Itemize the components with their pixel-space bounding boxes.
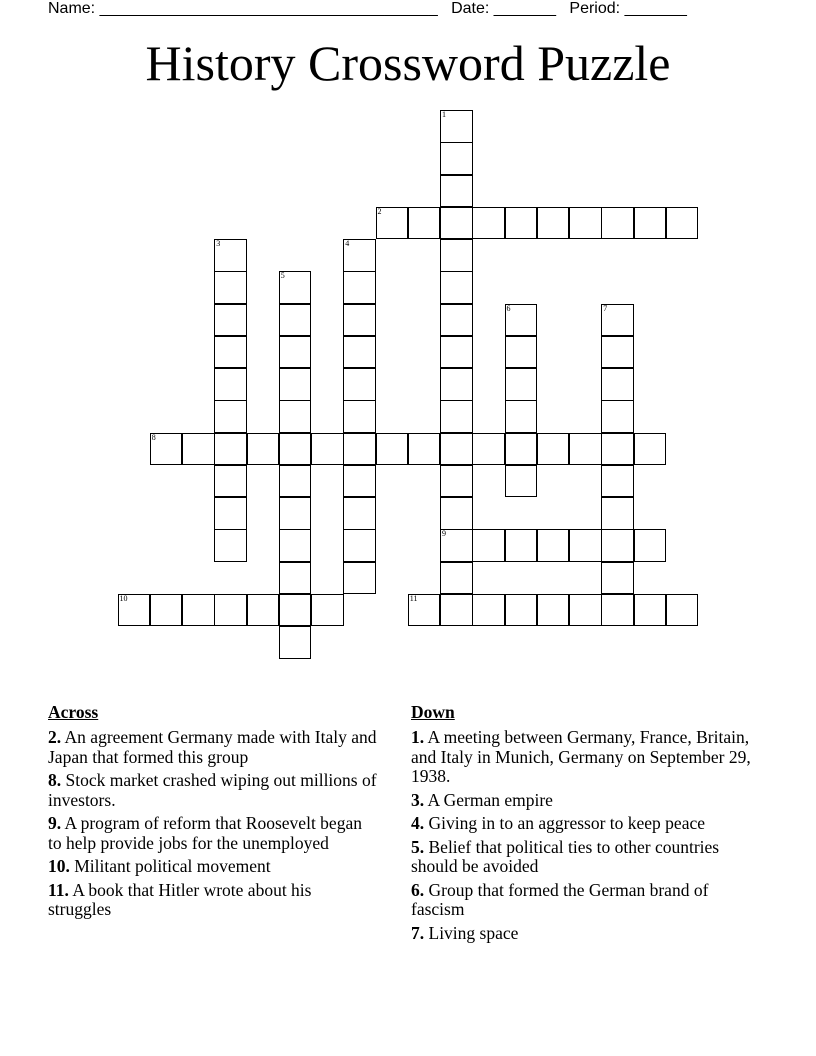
- crossword-cell[interactable]: [505, 304, 538, 337]
- crossword-cell[interactable]: [601, 400, 634, 433]
- crossword-cell[interactable]: [214, 529, 247, 562]
- across-clue: 2. An agreement Germany made with Italy and Japan that formed this group: [48, 727, 377, 767]
- clue-number: 4: [345, 239, 350, 248]
- crossword-cell[interactable]: [343, 497, 376, 530]
- crossword-cell[interactable]: [440, 336, 473, 369]
- clue-number: 10: [119, 593, 128, 603]
- crossword-cell[interactable]: [601, 594, 634, 627]
- down-clue: 4. Giving in to an aggressor to keep peace: [411, 813, 706, 833]
- crossword-cell[interactable]: [440, 304, 473, 337]
- crossword-cell[interactable]: [214, 594, 247, 627]
- crossword-cell[interactable]: [247, 433, 280, 466]
- crossword-cell[interactable]: [214, 239, 247, 272]
- crossword-cell[interactable]: [408, 207, 441, 240]
- clue-number: 7: [603, 303, 608, 313]
- crossword-cell[interactable]: [279, 594, 312, 627]
- crossword-cell[interactable]: [343, 400, 376, 433]
- crossword-cell[interactable]: [440, 400, 473, 433]
- crossword-cell[interactable]: [505, 433, 538, 466]
- down-clues: [411, 702, 766, 947]
- crossword-cell[interactable]: [343, 433, 376, 466]
- crossword-cell[interactable]: [247, 594, 280, 627]
- crossword-cell[interactable]: [279, 626, 312, 659]
- across-clue: 8. Stock market crashed wiping out millions of investors.: [48, 770, 377, 810]
- down-clue: 3. A German empire: [411, 789, 553, 810]
- crossword-cell[interactable]: [279, 433, 312, 466]
- crossword-cell[interactable]: [118, 594, 151, 627]
- crossword-cell[interactable]: [311, 594, 344, 627]
- crossword-cell[interactable]: [537, 207, 570, 240]
- crossword-cell[interactable]: [279, 562, 312, 595]
- crossword-cell[interactable]: [569, 594, 602, 627]
- crossword-cell[interactable]: [440, 368, 473, 401]
- crossword-cell[interactable]: [440, 465, 473, 498]
- crossword-cell[interactable]: [311, 433, 344, 466]
- clue-number: 6: [506, 303, 511, 313]
- crossword-cell[interactable]: [505, 594, 538, 627]
- crossword-cell[interactable]: [440, 497, 473, 530]
- across-clue: 10. Militant political movement: [48, 856, 271, 876]
- crossword-cell[interactable]: [214, 304, 247, 337]
- crossword-cell[interactable]: [214, 497, 247, 530]
- crossword-cell[interactable]: [440, 594, 473, 627]
- crossword-cell[interactable]: [634, 207, 667, 240]
- crossword-cell[interactable]: [601, 433, 634, 466]
- crossword-cell[interactable]: [601, 529, 634, 562]
- crossword-cell[interactable]: [537, 594, 570, 627]
- crossword-cell[interactable]: [472, 207, 505, 240]
- crossword-cell[interactable]: [343, 239, 376, 272]
- crossword-cell[interactable]: [214, 336, 247, 369]
- crossword-cell[interactable]: [601, 368, 634, 401]
- crossword-cell[interactable]: [343, 368, 376, 401]
- clue-number: 11: [409, 593, 418, 603]
- crossword-cell[interactable]: [601, 497, 634, 530]
- crossword-cell[interactable]: [601, 336, 634, 369]
- down-clue: 5. Belief that political ties to other countries should be avoided: [411, 836, 720, 876]
- crossword-cell[interactable]: [472, 433, 505, 466]
- crossword-cell[interactable]: [505, 465, 538, 498]
- down-clue: 1. A meeting between Germany, France, Britain, and Italy in Munich, Germany on September 29, 1938.: [411, 727, 751, 786]
- crossword-cell[interactable]: [343, 271, 376, 304]
- crossword-cell[interactable]: [537, 529, 570, 562]
- crossword-cell[interactable]: [343, 336, 376, 369]
- page-title: History Crossword Puzzle: [145, 35, 671, 91]
- crossword-cell[interactable]: [440, 142, 473, 175]
- crossword-cell[interactable]: [279, 271, 312, 304]
- crossword-cell[interactable]: [601, 562, 634, 595]
- crossword-cell[interactable]: [634, 594, 667, 627]
- crossword-cell[interactable]: [440, 110, 473, 143]
- crossword-cell[interactable]: [279, 304, 312, 337]
- crossword-cell[interactable]: [440, 271, 473, 304]
- crossword-cell[interactable]: [376, 207, 409, 240]
- crossword-cell[interactable]: [214, 271, 247, 304]
- crossword-cell[interactable]: [634, 433, 667, 466]
- crossword-cell[interactable]: [279, 368, 312, 401]
- crossword-cell[interactable]: [214, 400, 247, 433]
- crossword-cell[interactable]: [440, 239, 473, 272]
- crossword-cell[interactable]: [279, 529, 312, 562]
- crossword-cell[interactable]: [214, 433, 247, 466]
- down-clue: 6. Group that formed the German brand of fascism: [411, 879, 709, 919]
- crossword-cell[interactable]: [537, 433, 570, 466]
- period-field[interactable]: _______: [624, 0, 687, 17]
- crossword-cell[interactable]: [505, 400, 538, 433]
- crossword-cell[interactable]: [376, 433, 409, 466]
- crossword-cell[interactable]: [214, 368, 247, 401]
- crossword-cell[interactable]: [440, 433, 473, 466]
- crossword-cell[interactable]: [666, 207, 699, 240]
- clue-number: 1: [442, 110, 446, 119]
- date-field[interactable]: _______: [493, 0, 557, 17]
- crossword-cell[interactable]: [569, 207, 602, 240]
- crossword-cell[interactable]: [150, 433, 183, 466]
- across-heading: Across: [48, 702, 99, 722]
- crossword-cell[interactable]: [343, 562, 376, 595]
- crossword-cell[interactable]: [408, 594, 441, 627]
- crossword-cell[interactable]: [601, 465, 634, 498]
- crossword-cell[interactable]: [440, 529, 473, 562]
- crossword-cell[interactable]: [569, 529, 602, 562]
- crossword-cell[interactable]: [182, 433, 215, 466]
- crossword-cell[interactable]: [279, 336, 312, 369]
- clue-number: 8: [151, 432, 156, 442]
- crossword-cell[interactable]: [505, 207, 538, 240]
- crossword-cell[interactable]: [601, 207, 634, 240]
- crossword-cell[interactable]: [279, 400, 312, 433]
- crossword-cell[interactable]: [505, 529, 538, 562]
- crossword-cell[interactable]: [214, 465, 247, 498]
- clue-number: 3: [216, 239, 221, 248]
- crossword-cell[interactable]: [505, 368, 538, 401]
- across-clue: 11. A book that Hitler wrote about his struggles: [48, 879, 312, 919]
- down-clue: 7. Living space: [411, 922, 519, 943]
- name-field[interactable]: ______________________________________: [99, 0, 438, 17]
- crossword-cell[interactable]: [634, 529, 667, 562]
- crossword-cell[interactable]: [440, 207, 473, 240]
- crossword-cell[interactable]: [472, 594, 505, 627]
- period-label: Period:: [569, 0, 621, 17]
- name-label: Name:: [48, 0, 96, 17]
- crossword-cell[interactable]: [279, 465, 312, 498]
- crossword-cell[interactable]: [343, 465, 376, 498]
- crossword-cell[interactable]: [343, 304, 376, 337]
- crossword-cell[interactable]: [150, 594, 183, 627]
- crossword-cell[interactable]: [279, 497, 312, 530]
- down-heading: Down: [411, 702, 455, 722]
- across-clue: 9. A program of reform that Roosevelt began to help provide jobs for the unemployed: [48, 813, 362, 853]
- crossword-cell[interactable]: [505, 336, 538, 369]
- crossword-cell[interactable]: [182, 594, 215, 627]
- across-clues: [48, 702, 378, 924]
- clue-number: 5: [280, 271, 285, 281]
- crossword-cell[interactable]: [440, 175, 473, 208]
- clue-number: 9: [442, 529, 446, 539]
- clue-number: 2: [377, 206, 382, 216]
- crossword-cell[interactable]: [408, 433, 441, 466]
- crossword-cell[interactable]: [666, 594, 699, 627]
- crossword-cell[interactable]: [472, 529, 505, 562]
- crossword-cell[interactable]: [601, 304, 634, 337]
- crossword-cell[interactable]: [569, 433, 602, 466]
- date-label: Date:: [451, 0, 490, 17]
- crossword-cell[interactable]: [343, 529, 376, 562]
- crossword-cell[interactable]: [440, 562, 473, 595]
